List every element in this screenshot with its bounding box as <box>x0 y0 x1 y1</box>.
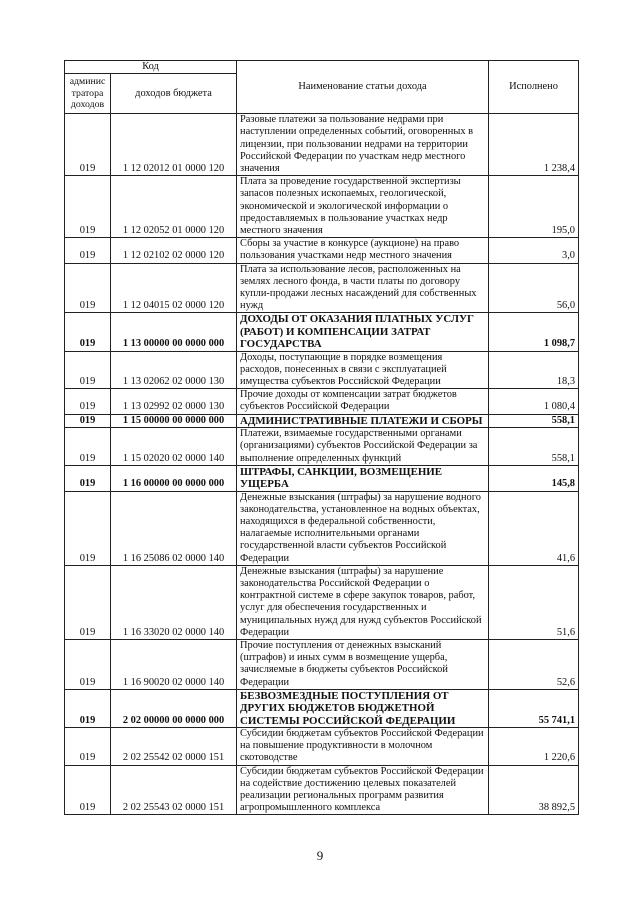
executed-value-cell: 51,6 <box>489 565 579 639</box>
revenue-name-cell: Прочие доходы от компенсации затрат бюджетов субъектов Российской Федерации <box>237 389 489 414</box>
budget-code-column-header: доходов бюджета <box>111 74 237 114</box>
budget-code-cell: 1 16 25086 02 0000 140 <box>111 491 237 565</box>
executed-value-cell: 3,0 <box>489 238 579 263</box>
admin-code-cell: 019 <box>65 765 111 815</box>
revenue-name-cell: Субсидии бюджетам субъектов Российской Федерации на содействие достижению целевых показателей реализации региональных программ развития агропромышленного комплекса <box>237 765 489 815</box>
budget-code-cell: 1 12 02012 01 0000 120 <box>111 114 237 176</box>
admin-code-cell: 019 <box>65 639 111 689</box>
revenue-name-cell: Сборы за участие в конкурсе (аукционе) на право пользования участками недр местного значения <box>237 238 489 263</box>
table-row <box>65 727 579 765</box>
budget-code-cell: 1 16 00000 00 0000 000 <box>111 465 237 491</box>
table-row <box>65 465 579 491</box>
table-row <box>65 238 579 263</box>
page-number: 9 <box>316 848 324 863</box>
revenue-name-cell: ДОХОДЫ ОТ ОКАЗАНИЯ ПЛАТНЫХ УСЛУГ (РАБОТ) И КОМПЕНСАЦИИ ЗАТРАТ ГОСУДАРСТВА <box>237 313 489 351</box>
revenue-name-cell: Прочие поступления от денежных взысканий (штрафов) и иных сумм в возмещение ущерба, зачисляемые в бюджеты субъектов Российской Федерации <box>237 639 489 689</box>
executed-value-cell: 41,6 <box>489 491 579 565</box>
revenue-table-page <box>64 60 578 815</box>
code-group-header: Код <box>65 61 237 74</box>
budget-code-cell: 1 12 02052 01 0000 120 <box>111 176 237 238</box>
budget-code-cell: 1 13 00000 00 0000 000 <box>111 313 237 351</box>
admin-code-cell: 019 <box>65 414 111 427</box>
revenue-name-cell: Плата за использование лесов, расположенных на землях лесного фонда, в части платы по договору купли-продажи лесных насаждений для собственных нужд <box>237 263 489 313</box>
revenue-name-cell: Платежи, взимаемые государственными органами (организациями) субъектов Российской Федерации за выполнение определенных функций <box>237 428 489 466</box>
executed-value-cell: 1 098,7 <box>489 313 579 351</box>
budget-code-cell: 1 15 00000 00 0000 000 <box>111 414 237 427</box>
executed-value-cell: 1 220,6 <box>489 727 579 765</box>
budget-code-cell: 2 02 00000 00 0000 000 <box>111 689 237 727</box>
executed-value-cell: 145,8 <box>489 465 579 491</box>
executed-value-cell: 558,1 <box>489 414 579 427</box>
table-row <box>65 491 579 565</box>
table-row <box>65 765 579 815</box>
table-row <box>65 114 579 176</box>
executed-value-cell: 52,6 <box>489 639 579 689</box>
table-row <box>65 565 579 639</box>
executed-value-cell: 1 238,4 <box>489 114 579 176</box>
budget-code-cell: 1 15 02020 02 0000 140 <box>111 428 237 466</box>
value-column-header: Исполнено <box>489 61 579 114</box>
revenue-name-cell: Плата за проведение государственной экспертизы запасов полезных ископаемых, геологической, экономической и экологической информации о предоставляемых в пользование участках недр местного значения <box>237 176 489 238</box>
revenue-name-cell: Денежные взыскания (штрафы) за нарушение законодательства Российской Федерации о контрактной системе в сфере закупок товаров, работ, услуг для обеспечения государственных и муниципальных нужд для нужд субъектов Российской Федерации <box>237 565 489 639</box>
admin-code-cell: 019 <box>65 351 111 389</box>
admin-code-cell: 019 <box>65 689 111 727</box>
table-row <box>65 428 579 466</box>
budget-code-cell: 1 12 04015 02 0000 120 <box>111 263 237 313</box>
table-row <box>65 351 579 389</box>
revenue-name-cell: БЕЗВОЗМЕЗДНЫЕ ПОСТУПЛЕНИЯ ОТ ДРУГИХ БЮДЖЕТОВ БЮДЖЕТНОЙ СИСТЕМЫ РОССИЙСКОЙ ФЕДЕРАЦИИ <box>237 689 489 727</box>
name-column-header: Наименование статьи дохода <box>237 61 489 114</box>
budget-code-cell: 1 16 90020 02 0000 140 <box>111 639 237 689</box>
executed-value-cell: 1 080,4 <box>489 389 579 414</box>
executed-value-cell: 18,3 <box>489 351 579 389</box>
admin-code-cell: 019 <box>65 263 111 313</box>
revenue-table <box>64 60 579 815</box>
budget-code-cell: 1 16 33020 02 0000 140 <box>111 565 237 639</box>
executed-value-cell: 55 741,1 <box>489 689 579 727</box>
admin-code-cell: 019 <box>65 491 111 565</box>
table-row <box>65 263 579 313</box>
executed-value-cell: 56,0 <box>489 263 579 313</box>
admin-code-cell: 019 <box>65 238 111 263</box>
table-body <box>65 114 579 815</box>
table-row <box>65 639 579 689</box>
table-header <box>65 61 579 114</box>
table-row <box>65 414 579 427</box>
table-row <box>65 313 579 351</box>
admin-code-cell: 019 <box>65 727 111 765</box>
revenue-name-cell: Разовые платежи за пользование недрами при наступлении определенных событий, оговоренных в лицензии, при пользовании недрами на территории Российской Федерации по участкам недр местного значения <box>237 114 489 176</box>
budget-code-cell: 1 13 02062 02 0000 130 <box>111 351 237 389</box>
budget-code-cell: 1 12 02102 02 0000 120 <box>111 238 237 263</box>
revenue-name-cell: Доходы, поступающие в порядке возмещения расходов, понесенных в связи с эксплуатацией имущества субъектов Российской Федерации <box>237 351 489 389</box>
admin-code-cell: 019 <box>65 428 111 466</box>
revenue-name-cell: Денежные взыскания (штрафы) за нарушение водного законодательства, установленное на водных объектах, находящихся в федеральной собственности, налагаемые исполнительными органами государственной власти субъектов Российской Федерации <box>237 491 489 565</box>
budget-code-cell: 2 02 25542 02 0000 151 <box>111 727 237 765</box>
table-row <box>65 389 579 414</box>
revenue-name-cell: ШТРАФЫ, САНКЦИИ, ВОЗМЕЩЕНИЕ УЩЕРБА <box>237 465 489 491</box>
executed-value-cell: 38 892,5 <box>489 765 579 815</box>
executed-value-cell: 195,0 <box>489 176 579 238</box>
admin-code-cell: 019 <box>65 389 111 414</box>
admin-code-cell: 019 <box>65 313 111 351</box>
admin-code-cell: 019 <box>65 465 111 491</box>
table-row <box>65 689 579 727</box>
admin-column-header: админис тратора доходов <box>65 74 111 114</box>
executed-value-cell: 558,1 <box>489 428 579 466</box>
revenue-name-cell: Субсидии бюджетам субъектов Российской Федерации на повышение продуктивности в молочном скотоводстве <box>237 727 489 765</box>
table-row <box>65 176 579 238</box>
revenue-name-cell: АДМИНИСТРАТИВНЫЕ ПЛАТЕЖИ И СБОРЫ <box>237 414 489 427</box>
admin-code-cell: 019 <box>65 176 111 238</box>
budget-code-cell: 2 02 25543 02 0000 151 <box>111 765 237 815</box>
budget-code-cell: 1 13 02992 02 0000 130 <box>111 389 237 414</box>
admin-code-cell: 019 <box>65 114 111 176</box>
admin-code-cell: 019 <box>65 565 111 639</box>
